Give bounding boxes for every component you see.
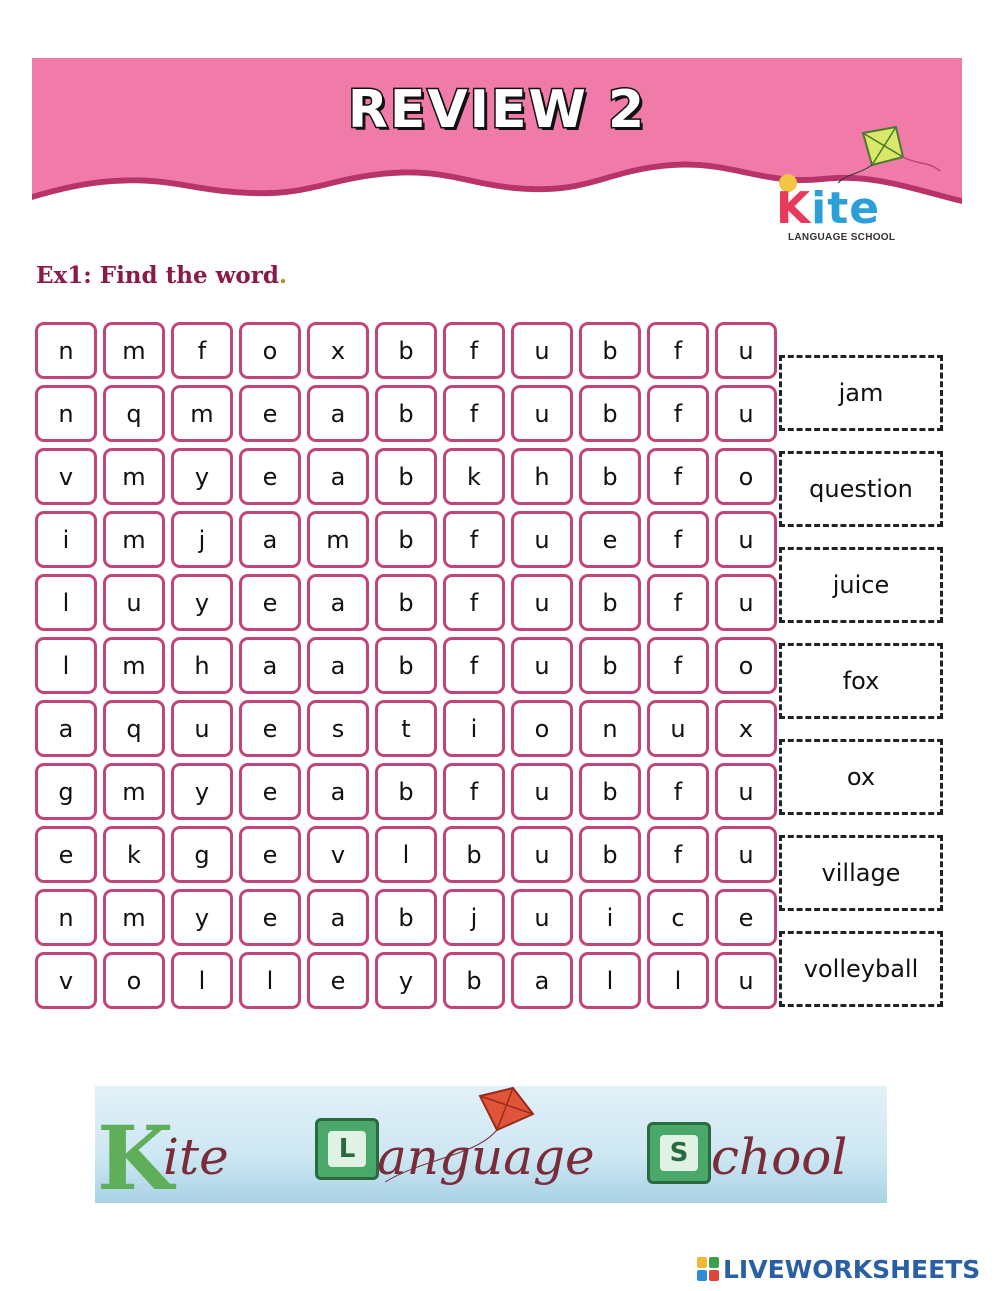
footer-text-chool: chool <box>711 1128 848 1186</box>
grid-cell[interactable]: v <box>35 448 97 505</box>
footer-text-ite: ite <box>163 1128 229 1186</box>
grid-cell[interactable]: h <box>171 637 233 694</box>
grid-cell[interactable]: f <box>647 322 709 379</box>
grid-cell[interactable]: f <box>443 511 505 568</box>
grid-cell[interactable]: o <box>715 637 777 694</box>
grid-cell[interactable]: i <box>443 700 505 757</box>
kite-brand: Kite <box>776 183 881 234</box>
word-box: fox <box>779 643 943 719</box>
page-title: REVIEW 2 <box>347 80 647 140</box>
grid-cell[interactable]: e <box>715 889 777 946</box>
grid-cell[interactable]: m <box>103 322 165 379</box>
grid-cell[interactable]: f <box>443 637 505 694</box>
grid-cell[interactable]: y <box>375 952 437 1009</box>
grid-cell[interactable]: l <box>35 637 97 694</box>
grid-cell[interactable]: m <box>103 763 165 820</box>
grid-cell[interactable]: u <box>511 385 573 442</box>
grid-cell[interactable]: f <box>443 763 505 820</box>
word-box: juice <box>779 547 943 623</box>
grid-cell[interactable]: b <box>375 322 437 379</box>
grid-cell[interactable]: f <box>443 574 505 631</box>
grid-cell[interactable]: f <box>647 448 709 505</box>
grid-cell[interactable]: e <box>239 448 301 505</box>
exercise-title: Ex1: Find the word. <box>36 262 287 289</box>
grid-cell[interactable]: b <box>579 322 641 379</box>
grid-cell[interactable]: n <box>579 700 641 757</box>
grid-cell[interactable]: u <box>511 574 573 631</box>
grid-cell[interactable]: b <box>375 763 437 820</box>
grid-cell[interactable]: y <box>171 763 233 820</box>
grid-cell[interactable]: f <box>443 322 505 379</box>
footer-banner <box>95 1086 887 1203</box>
grid-cell[interactable]: l <box>647 952 709 1009</box>
grid-cell[interactable]: u <box>715 385 777 442</box>
grid-cell[interactable]: e <box>239 574 301 631</box>
grid-cell[interactable]: b <box>375 448 437 505</box>
grid-cell[interactable]: l <box>35 574 97 631</box>
kite-subtitle: LANGUAGE SCHOOL <box>788 232 896 243</box>
grid-cell[interactable]: u <box>103 574 165 631</box>
grid-cell[interactable]: a <box>239 637 301 694</box>
grid-cell[interactable]: q <box>103 385 165 442</box>
grid-cell[interactable]: b <box>579 448 641 505</box>
grid-cell[interactable]: b <box>579 385 641 442</box>
grid-cell[interactable]: a <box>307 637 369 694</box>
grid-cell[interactable]: y <box>171 448 233 505</box>
grid-cell[interactable]: v <box>307 826 369 883</box>
grid-cell[interactable]: y <box>171 574 233 631</box>
grid-cell[interactable]: k <box>443 448 505 505</box>
grid-cell[interactable]: m <box>103 637 165 694</box>
grid-cell[interactable]: x <box>715 700 777 757</box>
grid-cell[interactable]: b <box>375 511 437 568</box>
grid-cell[interactable]: m <box>307 511 369 568</box>
grid-cell[interactable]: a <box>511 952 573 1009</box>
grid-cell[interactable]: a <box>307 385 369 442</box>
grid-cell[interactable]: b <box>579 763 641 820</box>
word-box: jam <box>779 355 943 431</box>
grid-cell[interactable]: l <box>239 952 301 1009</box>
word-box: ox <box>779 739 943 815</box>
grid-cell[interactable]: a <box>307 763 369 820</box>
grid-cell[interactable]: f <box>647 637 709 694</box>
footer-big-k: K <box>97 1106 174 1203</box>
grid-cell[interactable]: f <box>647 763 709 820</box>
grid-cell[interactable]: e <box>239 889 301 946</box>
grid-cell[interactable]: n <box>35 385 97 442</box>
footer-block-l: L <box>315 1118 379 1180</box>
grid-cell[interactable]: b <box>375 574 437 631</box>
grid-cell[interactable]: u <box>171 700 233 757</box>
word-box: question <box>779 451 943 527</box>
grid-cell[interactable]: f <box>647 511 709 568</box>
grid-cell[interactable]: u <box>511 511 573 568</box>
word-list <box>779 355 943 1027</box>
grid-cell[interactable]: m <box>103 889 165 946</box>
grid-cell[interactable]: a <box>35 700 97 757</box>
grid-cell[interactable]: v <box>35 952 97 1009</box>
grid-cell[interactable]: m <box>103 511 165 568</box>
grid-cell[interactable]: c <box>647 889 709 946</box>
grid-cell[interactable]: u <box>715 763 777 820</box>
grid-cell[interactable]: j <box>171 511 233 568</box>
grid-cell[interactable]: e <box>239 763 301 820</box>
grid-cell[interactable]: l <box>171 952 233 1009</box>
grid-cell[interactable]: m <box>171 385 233 442</box>
grid-cell[interactable]: b <box>579 826 641 883</box>
grid-cell[interactable]: e <box>579 511 641 568</box>
grid-cell[interactable]: f <box>443 385 505 442</box>
grid-cell[interactable]: b <box>579 637 641 694</box>
grid-cell[interactable]: a <box>307 574 369 631</box>
grid-cell[interactable]: h <box>511 448 573 505</box>
grid-cell[interactable]: f <box>647 385 709 442</box>
liveworksheets-watermark <box>697 1255 980 1283</box>
grid-cell[interactable]: s <box>307 700 369 757</box>
grid-cell[interactable]: e <box>35 826 97 883</box>
grid-cell[interactable]: e <box>239 700 301 757</box>
grid-cell[interactable]: a <box>239 511 301 568</box>
grid-cell[interactable]: u <box>511 763 573 820</box>
grid-cell[interactable]: b <box>579 574 641 631</box>
grid-cell[interactable]: a <box>307 889 369 946</box>
grid-cell[interactable]: l <box>579 952 641 1009</box>
grid-cell[interactable]: b <box>443 952 505 1009</box>
grid-cell[interactable]: u <box>511 637 573 694</box>
grid-cell[interactable]: u <box>715 511 777 568</box>
grid-cell[interactable]: n <box>35 322 97 379</box>
grid-cell[interactable]: e <box>307 952 369 1009</box>
word-search-grid <box>35 322 777 1009</box>
grid-cell[interactable]: a <box>307 448 369 505</box>
grid-cell[interactable]: f <box>647 826 709 883</box>
grid-cell[interactable]: e <box>239 385 301 442</box>
grid-cell[interactable]: u <box>511 322 573 379</box>
grid-cell[interactable]: o <box>715 448 777 505</box>
grid-cell[interactable]: u <box>715 826 777 883</box>
grid-cell[interactable]: l <box>375 826 437 883</box>
footer-text-anguage: anguage <box>377 1128 595 1186</box>
grid-cell[interactable]: f <box>171 322 233 379</box>
grid-cell[interactable]: u <box>715 574 777 631</box>
liveworksheets-text: LIVEWORKSHEETS <box>723 1254 981 1284</box>
grid-cell[interactable]: u <box>647 700 709 757</box>
kite-school-logo <box>768 125 948 250</box>
grid-cell[interactable]: b <box>375 637 437 694</box>
liveworksheets-logo-icon <box>697 1257 719 1281</box>
grid-cell[interactable]: u <box>511 889 573 946</box>
grid-cell[interactable]: o <box>103 952 165 1009</box>
grid-cell[interactable]: q <box>103 700 165 757</box>
grid-cell[interactable]: x <box>307 322 369 379</box>
grid-cell[interactable]: o <box>239 322 301 379</box>
grid-cell[interactable]: t <box>375 700 437 757</box>
grid-cell[interactable]: b <box>375 889 437 946</box>
grid-cell[interactable]: e <box>239 826 301 883</box>
grid-cell[interactable]: u <box>511 826 573 883</box>
footer-block-s: S <box>647 1122 711 1184</box>
grid-cell[interactable]: b <box>443 826 505 883</box>
grid-cell[interactable]: g <box>171 826 233 883</box>
word-box: village <box>779 835 943 911</box>
grid-cell[interactable]: g <box>35 763 97 820</box>
grid-cell[interactable]: y <box>171 889 233 946</box>
word-box: volleyball <box>779 931 943 1007</box>
grid-cell[interactable]: k <box>103 826 165 883</box>
grid-cell[interactable]: j <box>443 889 505 946</box>
grid-cell[interactable]: u <box>715 322 777 379</box>
grid-cell[interactable]: u <box>715 952 777 1009</box>
grid-cell[interactable]: n <box>35 889 97 946</box>
grid-cell[interactable]: f <box>647 574 709 631</box>
grid-cell[interactable]: i <box>35 511 97 568</box>
grid-cell[interactable]: m <box>103 448 165 505</box>
grid-cell[interactable]: b <box>375 385 437 442</box>
grid-cell[interactable]: i <box>579 889 641 946</box>
grid-cell[interactable]: o <box>511 700 573 757</box>
